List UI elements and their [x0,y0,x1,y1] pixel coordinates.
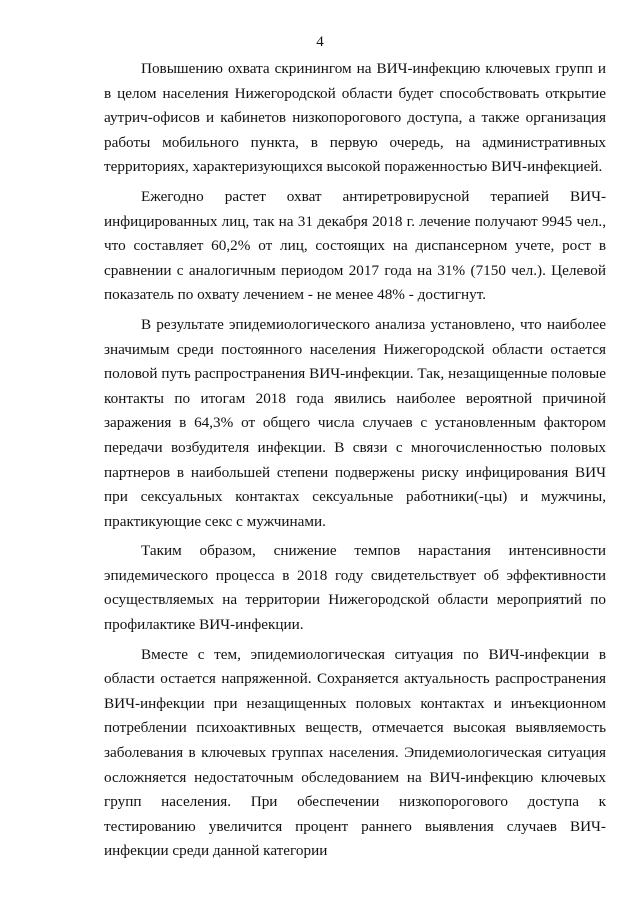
page-number: 4 [316,34,324,50]
paragraph-art-coverage: Ежегодно растет охват антиретровирусной терапией ВИЧ-инфицированных лиц, так на 31 декабря 2018 г. лечение получают 9945 чел., что составляет 60,2% от лиц, состоящих на диспансерном учете, рост в сравнении с аналогичным периодом 2017 года на 31% (7150 чел.). Целевой показатель по охвату лечением - не менее 48% - достигнут. [104,187,606,304]
paragraph-screening-coverage: Повышению охвата скринингом на ВИЧ-инфекцию ключевых групп и в целом населения Нижегородской области будет способствовать открытие аутрич-офисов и кабинетов низкопорогового доступа, а также организация работы мобильного пункта, в первую очередь, на административных территориях, характеризующихся высокой пораженностью ВИЧ-инфекцией. [104,60,606,176]
document-body [104,57,606,869]
paragraph-prevention-effectiveness: Таким образом, снижение темпов нарастания интенсивности эпидемического процесса в 2018 году свидетельствует об эффективности осуществляемых на территории Нижегородской области мероприятий по профилактике ВИЧ-инфекции. [104,542,606,634]
paragraph-transmission-route: В результате эпидемиологического анализа установлено, что наиболее значимым среди постоянного населения Нижегородской области остается половой путь распространения ВИЧ-инфекции. Так, незащищенные половые контакты по итогам 2018 года явились наиболее вероятной причиной заражения в 64,3% от общего числа случаев с установленным фактором передачи возбудителя инфекции. В связи с многочисленностью половых партнеров в наибольшей степени подвержены риску инфицирования ВИЧ при сексуальных контактах сексуальные работники(-цы) и мужчины, практикующие секс с мужчинами. [104,315,606,530]
paragraph-epidemic-situation: Вместе с тем, эпидемиологическая ситуация по ВИЧ-инфекции в области остается напряженной. Сохраняется актуальность распространения ВИЧ-инфекции при незащищенных половых контактах и инъекционном потреблении психоактивных веществ, отмечается высокая выявляемость заболевания в ключевых группах населения. Эпидемиологическая ситуация осложняется недостаточным обследованием на ВИЧ-инфекцию ключевых групп населения. При обеспечении низкопорогового доступа к тестированию увеличится процент раннего выявления случаев ВИЧ-инфекции среди данной категории [104,645,606,860]
